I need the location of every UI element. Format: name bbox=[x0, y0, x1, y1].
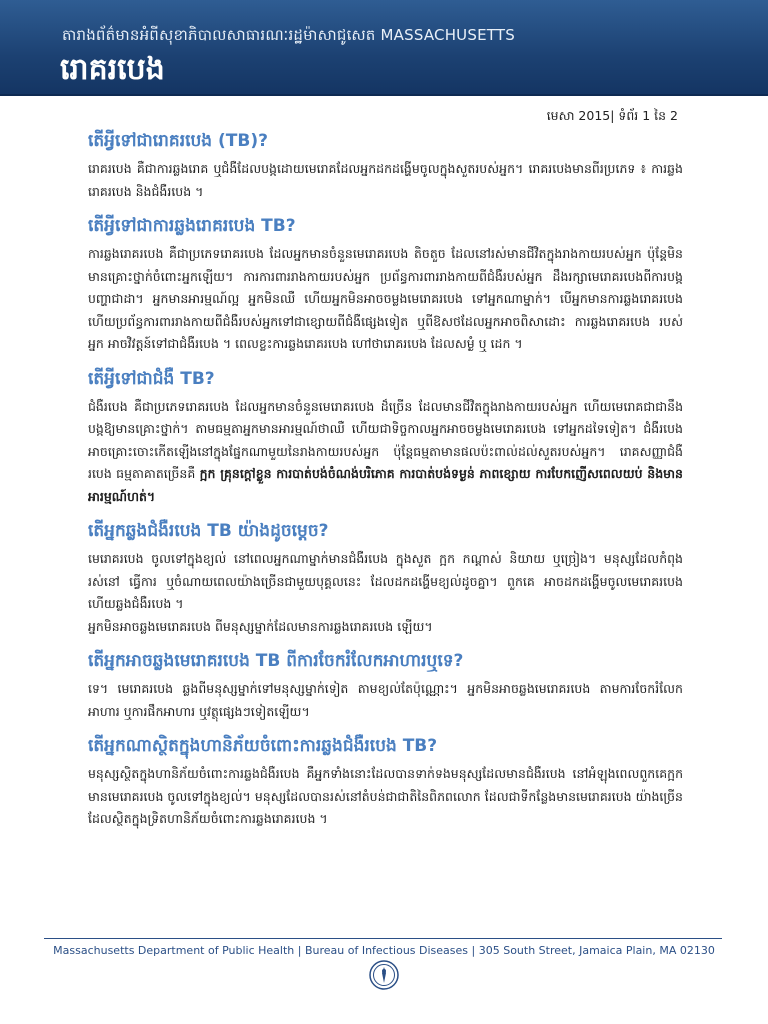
section-heading: តើអ្វីទៅជារោគរបេង (TB)? bbox=[88, 131, 268, 151]
section-body: ការឆ្លងរោគរបេង គឺជាប្រភេទរោគរបេង ដែលអ្នកមានចំនួនមេរោគរបេង តិចតួច ដែលនៅរស់មានជីវិតក្នុងរាងកាយរបស់អ្នក ប៉ុន្តែមិនមានគ្រោះថ្នាក់ចំពោះអ្នកឡើយ។ ការការពាររាងកាយរបស់អ្នក ប្រព័ន្ធការពាររាងកាយពីជំងឺរបស់អ្នក ដឹងរក្សាមេរោគរបេងពីការបង្កបញ្ហាជាដា។ អ្នកមានអារម្មណ៍ល្អ អ្នកមិនឈឺ ហើយអ្នកមិនអាចចម្លងមេរោគរបេង ទៅអ្នកណាម្នាក់។ បើអ្នកមានការឆ្លងរោគរបេង ហើយប្រព័ន្ធការពាររាងកាយពីជំងឺរបស់អ្នកទៅជាខ្សោយពីជំងឺផ្សេងទៀត ឬពីឱសថដែលអ្នកអាចពិសាដោះ ការឆ្លងរោគរបេង របស់អ្នក អាចវិវត្តន៍ទៅជាជំងឺរបេង ។ ពេលខ្លះការឆ្លងរោគរបេង ហៅថារោគរបេង ដែលសម្ងំ ឬ ដេក ។ bbox=[88, 246, 683, 351]
section-heading: តើអ្វីទៅជាការឆ្លងរោគរបេង TB? bbox=[88, 216, 296, 236]
section-heading: តើអ្នកអាចឆ្លងមេរោគរបេង TB ពីការចែករំលែកអាហារឬទេ? bbox=[88, 651, 464, 671]
main-content bbox=[88, 128, 683, 841]
section-tb-disease bbox=[88, 366, 683, 509]
section-body: រោគរបេង គឺជាការឆ្លងរោគ ឬជំងឺដែលបង្កដោយមេរោគដែលអ្នកដកដង្ហើមចូលក្នុងសួតរបស់អ្នក។ រោគរបេងមានពីរប្រភេទ ៖ ការឆ្លងរោគរបេង និងជំងឺរបេង ។ bbox=[88, 161, 683, 199]
date-page-info: មេសា 2015| ទំព័រ 1 នៃ 2 bbox=[546, 108, 678, 123]
footer-address: Massachusetts Department of Public Health | Bureau of Infectious Diseases | 305 South Street, Jamaica Plain, MA 02130 bbox=[53, 944, 715, 957]
header-subtitle: តារាងព័ត៌មានអំពីសុខាភិបាលសាធារណៈរដ្ឋម៉ាសាជូសេត MASSACHUSETTS bbox=[62, 26, 515, 44]
section-what-is-tb bbox=[88, 128, 683, 203]
section-body: ទេ។ មេរោគរបេង ឆ្លងពីមនុស្សម្នាក់ទៅមនុស្សម្នាក់ទៀត តាមខ្យល់តែប៉ុណ្ណោះ។ អ្នកមិនអាចឆ្លងមេរោគរបេង តាមការចែករំលែកអាហារ ឬការផឹកអាហារ ឬវត្ថុផ្សេងៗទៀតឡើយ។ bbox=[88, 681, 683, 719]
section-body-secondary: អ្នកមិនអាចឆ្លងមេរោគរបេង ពីមនុស្សម្នាក់ដែលមានការឆ្លងរោគរបេង ឡើយ។ bbox=[88, 618, 433, 634]
section-body: មេរោគរបេង ចូលទៅក្នុងខ្យល់ នៅពេលអ្នកណាម្នាក់មានជំងឺរបេង ក្នុងសួត ក្អក កណ្តាស់ និយាយ ឬច្រៀង។ មនុស្សដែលកំពុងរស់នៅ ធ្វើការ ឬចំណាយពេលយ៉ាងច្រើនជាមួយបុគ្គលនេះ ដែលដកដង្ហើមខ្យល់ដូចគ្នា។ ពួកគេ អាចដកដង្ហើមចូលមេរោគរបេង ហើយឆ្លងជំងឺរបេង ។ bbox=[88, 551, 683, 611]
section-who-at-risk bbox=[88, 733, 683, 831]
footer-divider bbox=[44, 938, 722, 939]
state-seal-icon bbox=[369, 960, 399, 990]
section-body: មនុស្សស្ថិតក្នុងហានិភ័យចំពោះការឆ្លងជំងឺរបេង គឺអ្នកទាំងនោះដែលបានទាក់ទងមនុស្សដែលមានជំងឺរបេង នៅអំឡុងពេលពួកគេក្អកមានមេរោគរបេង ចូលទៅក្នុងខ្យល់។ មនុស្សដែលបានរស់នៅតំបន់ជាជាតិនៃពិភពលោក ដែលជាទីកន្លែងមានមេរោគរបេង យ៉ាងច្រើន ដែលស្ថិតក្នុងទ្រិតហានិភ័យចំពោះការឆ្លងរោគរបេង ។ bbox=[88, 766, 683, 826]
symptoms-bold-text: ក្អក គ្រុនក្តៅខ្លួន ការបាត់បង់ចំណង់បរិភោគ ការបាត់បង់ទម្ងន់ ភាពខ្សោយ ការបែកញើសពេលយប់ និងមានអារម្មណ៍ហត់។ bbox=[88, 466, 683, 504]
section-body bbox=[88, 396, 683, 509]
section-heading: តើអ្នកណាស្ថិតក្នុងហានិភ័យចំពោះការឆ្លងជំងឺរបេង TB? bbox=[88, 736, 438, 756]
section-heading: តើអ្នកឆ្លងជំងឺរបេង TB យ៉ាងដូចម្តេច? bbox=[88, 521, 329, 541]
section-how-spread bbox=[88, 518, 683, 638]
section-tb-infection bbox=[88, 213, 683, 356]
section-food-sharing bbox=[88, 648, 683, 723]
header-banner bbox=[0, 0, 768, 96]
section-body-text: ជំងឺរបេង គឺជាប្រភេទរោគរបេង ដែលអ្នកមានចំនួនមេរោគរបេង ដ៏ច្រើន ដែលមានជីវិតក្នុងរាងកាយរបស់អ្នក ហើយមេរោគជាជានឹងបង្កឱ្យមានគ្រោះថ្នាក់។ តាមធម្មតាអ្នកមានអារម្មណ៍ថាឈឺ ហើយជាទិច្ចកាលអ្នកអាចចម្លងមេរោគរបេង ទៅអ្នកដទៃទៀត។ ជំងឺរបេង អាចគ្រោះចោះកើតឡើងនៅក្នុងផ្នែកណាមួយនៃរាងកាយរបស់អ្នក ប៉ុន្តែធម្មតាមានផលប៉ះពាល់ដល់សួតរបស់អ្នក។ រោគសញ្ញាជំងឺរបេង ធម្មតាគាតច្រើនគឺ bbox=[88, 398, 683, 481]
section-heading: តើអ្វីទៅជាជំងឺ TB? bbox=[88, 368, 215, 389]
page-title: រោគរបេង bbox=[60, 52, 165, 87]
